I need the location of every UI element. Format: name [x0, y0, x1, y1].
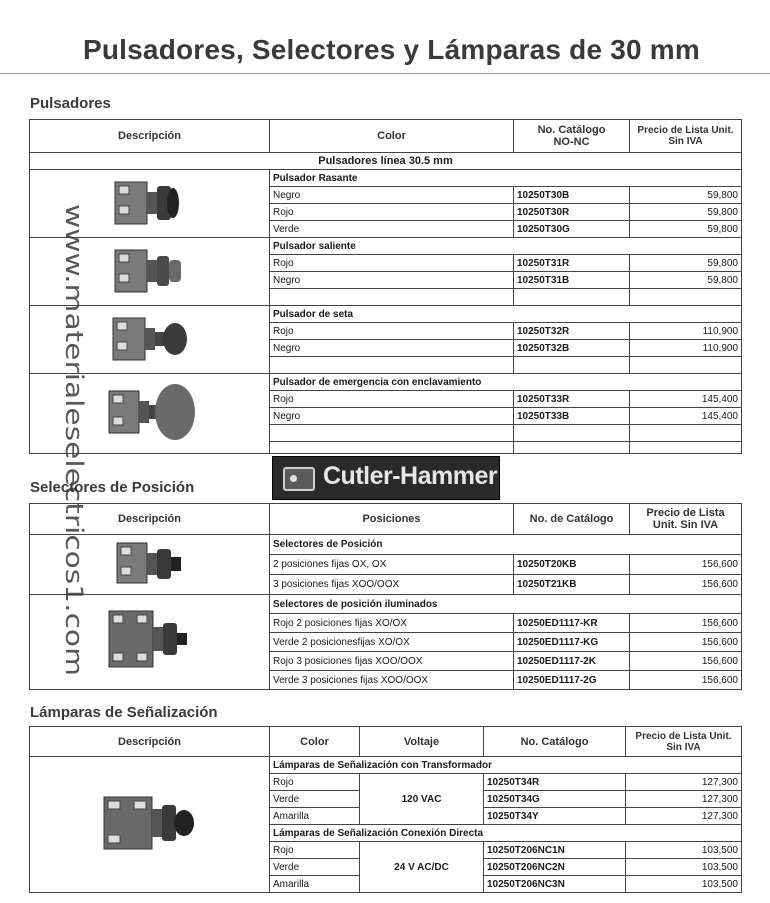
cell-price: 59,800 — [630, 204, 742, 221]
group-title: Selectores de Posición — [270, 535, 742, 555]
cell-color: Rojo — [270, 255, 514, 272]
product-photo-lampara — [30, 757, 270, 893]
cell-price: 59,800 — [630, 272, 742, 289]
cell-catalog: 10250T206NC1N — [484, 842, 626, 859]
selector-switch-icon — [95, 535, 205, 591]
logo-emblem-icon — [283, 467, 315, 491]
page-title: Pulsadores, Selectores y Lámparas de 30 mm — [83, 34, 700, 65]
cell-catalog: 10250T30R — [514, 204, 630, 221]
cell-price: 59,800 — [630, 255, 742, 272]
cell-catalog: 10250T206NC2N — [484, 859, 626, 876]
cell-price: 103,500 — [626, 842, 742, 859]
emergency-stop-icon — [95, 377, 205, 447]
header-precio: Precio de Lista Unit. Sin IVA — [630, 504, 742, 535]
cell-catalog: 10250T31B — [514, 272, 630, 289]
cell-catalog: 10250T31R — [514, 255, 630, 272]
cell-catalog: 10250T34Y — [484, 808, 626, 825]
cell-color: Rojo — [270, 391, 514, 408]
cell-price: 103,500 — [626, 876, 742, 893]
pilot-light-icon — [90, 785, 210, 861]
mushroom-button-icon — [95, 308, 205, 368]
section-heading-selectores: Selectores de Posición — [30, 479, 195, 496]
group-title: Lámparas de Señalización con Transformador — [270, 757, 742, 774]
cell-color: Rojo — [270, 774, 360, 791]
cell-color: Rojo — [270, 842, 360, 859]
cell-catalog: 10250T33R — [514, 391, 630, 408]
cell-catalog: 10250T30B — [514, 187, 630, 204]
cell-posiciones: Rojo 3 posiciones fijas XOO/OOX — [270, 652, 514, 671]
cell-color: Amarilla — [270, 808, 360, 825]
cell-catalog: 10250ED1117-KR — [514, 614, 630, 633]
cell-price: 127,300 — [626, 808, 742, 825]
header-catalogo: No. de Catálogo — [514, 504, 630, 535]
cell-price: 156,600 — [630, 671, 742, 690]
cell-price: 156,600 — [630, 575, 742, 595]
cell-catalog: 10250T32B — [514, 340, 630, 357]
cell-catalog: 10250T34R — [484, 774, 626, 791]
pushbutton-extended-icon — [95, 240, 205, 300]
cell-color: Verde — [270, 221, 514, 238]
header-catalogo: No. Catálogo NO-NC — [514, 120, 630, 153]
cell-price: 145,400 — [630, 391, 742, 408]
header-descripcion: Descripción — [30, 504, 270, 535]
cell-catalog: 10250T34G — [484, 791, 626, 808]
cell-color: Verde — [270, 791, 360, 808]
watermark-url — [50, 200, 100, 680]
group-title: Pulsador de emergencia con enclavamiento — [270, 374, 742, 391]
header-precio: Precio de Lista Unit. Sin IVA — [630, 120, 742, 153]
header-descripcion: Descripción — [30, 120, 270, 153]
group-title: Pulsador saliente — [270, 238, 742, 255]
cell-price: 145,400 — [630, 408, 742, 425]
cell-catalog: 10250T206NC3N — [484, 876, 626, 893]
cell-color: Amarilla — [270, 876, 360, 893]
pulsadores-table — [29, 119, 742, 454]
group-title: Lámparas de Señalización Conexión Directa — [270, 825, 742, 842]
cell-color: Rojo — [270, 323, 514, 340]
group-title: Selectores de posición iluminados — [270, 595, 742, 614]
cell-catalog: 10250ED1117-2G — [514, 671, 630, 690]
cell-price: 127,300 — [626, 774, 742, 791]
cell-catalog: 10250T32R — [514, 323, 630, 340]
cutler-hammer-logo: Cutler-Hammer — [272, 456, 500, 500]
cell-posiciones: 2 posiciones fijas OX, OX — [270, 555, 514, 575]
group-title: Pulsador Rasante — [270, 170, 742, 187]
cell-catalog: 10250ED1117-2K — [514, 652, 630, 671]
cell-price: 127,300 — [626, 791, 742, 808]
section-heading-lamparas: Lámparas de Señalización — [30, 704, 218, 721]
selectores-table — [29, 503, 742, 690]
cell-price: 156,600 — [630, 614, 742, 633]
cell-catalog: 10250T21KB — [514, 575, 630, 595]
header-precio: Precio de Lista Unit. Sin IVA — [626, 727, 742, 757]
cell-catalog: 10250T33B — [514, 408, 630, 425]
header-color: Color — [270, 727, 360, 757]
cell-price: 156,600 — [630, 633, 742, 652]
svg-text:www.materialeselectricos1.com: www.materialeselectricos1.com — [60, 204, 88, 586]
cell-color: Negro — [270, 408, 514, 425]
header-descripcion: Descripción — [30, 727, 270, 757]
cell-voltaje: 24 V AC/DC — [360, 842, 484, 893]
cell-posiciones: Verde 2 posicionesfijas XO/OX — [270, 633, 514, 652]
section-heading-pulsadores: Pulsadores — [30, 95, 111, 112]
cell-price: 59,800 — [630, 187, 742, 204]
band-pulsadores-linea: Pulsadores línea 30.5 mm — [30, 153, 742, 170]
cell-price: 59,800 — [630, 221, 742, 238]
title-divider — [0, 73, 770, 74]
header-catalogo: No. Catálogo — [484, 727, 626, 757]
group-title: Pulsador de seta — [270, 306, 742, 323]
cell-color: Negro — [270, 272, 514, 289]
cell-catalog: 10250ED1117-KG — [514, 633, 630, 652]
lamparas-table — [29, 726, 742, 893]
cell-color: Verde — [270, 859, 360, 876]
cell-catalog: 10250T20KB — [514, 555, 630, 575]
cell-price: 103,500 — [626, 859, 742, 876]
cell-posiciones: Verde 3 posiciones fijas XOO/OOX — [270, 671, 514, 690]
cell-price: 156,600 — [630, 555, 742, 575]
header-voltaje: Voltaje — [360, 727, 484, 757]
illuminated-selector-icon — [95, 601, 205, 681]
cell-color: Rojo — [270, 204, 514, 221]
cell-color: Negro — [270, 340, 514, 357]
cell-price: 110,900 — [630, 340, 742, 357]
pushbutton-flush-icon — [95, 172, 205, 232]
header-color: Color — [270, 120, 514, 153]
cell-posiciones: 3 posiciones fijas XOO/OOX — [270, 575, 514, 595]
cell-color: Negro — [270, 187, 514, 204]
cell-price: 110,900 — [630, 323, 742, 340]
cell-catalog: 10250T30G — [514, 221, 630, 238]
cell-posiciones: Rojo 2 posiciones fijas XO/OX — [270, 614, 514, 633]
header-posiciones: Posiciones — [270, 504, 514, 535]
cell-price: 156,600 — [630, 652, 742, 671]
cell-voltaje: 120 VAC — [360, 774, 484, 825]
